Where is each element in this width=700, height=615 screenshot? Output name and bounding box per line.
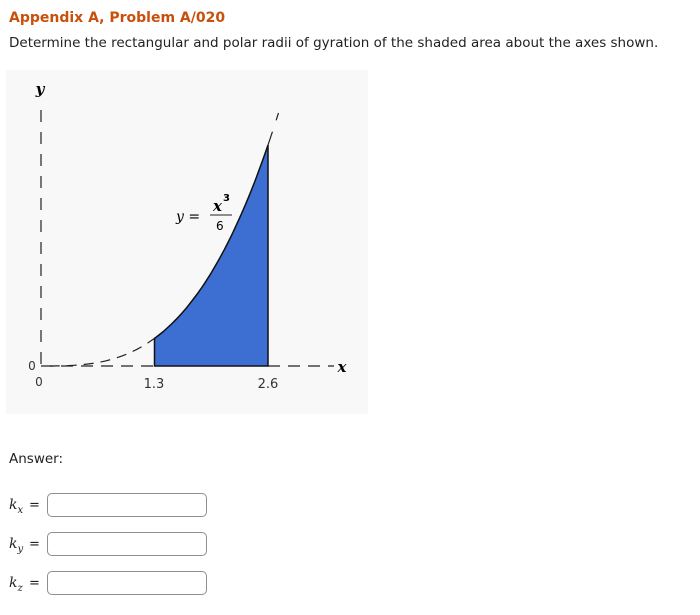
kz-equals: =: [29, 576, 40, 591]
origin-label: 0: [28, 359, 36, 373]
area-diagram: [6, 70, 368, 414]
kx-label: $k_x$: [9, 497, 24, 516]
equation-exponent: 3: [223, 193, 230, 204]
kz-input[interactable]: [47, 571, 207, 595]
y-axis-label: y: [35, 80, 45, 98]
shaded-area: [155, 145, 269, 366]
kx-equals: =: [29, 498, 40, 513]
equation-lhs: y =: [176, 209, 201, 225]
ky-equals: =: [29, 537, 40, 552]
x-tick-2-6: 2.6: [257, 377, 279, 392]
problem-statement: Determine the rectangular and polar radii of gyration of the shaded area about the axes shown.: [9, 35, 659, 51]
ky-input[interactable]: [47, 532, 207, 556]
answer-label: Answer:: [9, 451, 64, 467]
curve-dashed-left: [50, 338, 155, 366]
ky-label: $k_y$: [9, 536, 24, 555]
curve-dashed-right: [268, 113, 279, 145]
kz-label: $k_z$: [9, 575, 23, 594]
kx-input[interactable]: [47, 493, 207, 517]
x-axis-label: x: [337, 358, 347, 376]
problem-figure: [6, 70, 368, 414]
x-tick-0: 0: [35, 375, 43, 389]
equation-denominator: 6: [216, 219, 224, 233]
x-tick-1-3: 1.3: [143, 377, 165, 392]
equation-numerator: x: [213, 197, 222, 215]
problem-title: Appendix A, Problem A/020: [9, 10, 226, 26]
